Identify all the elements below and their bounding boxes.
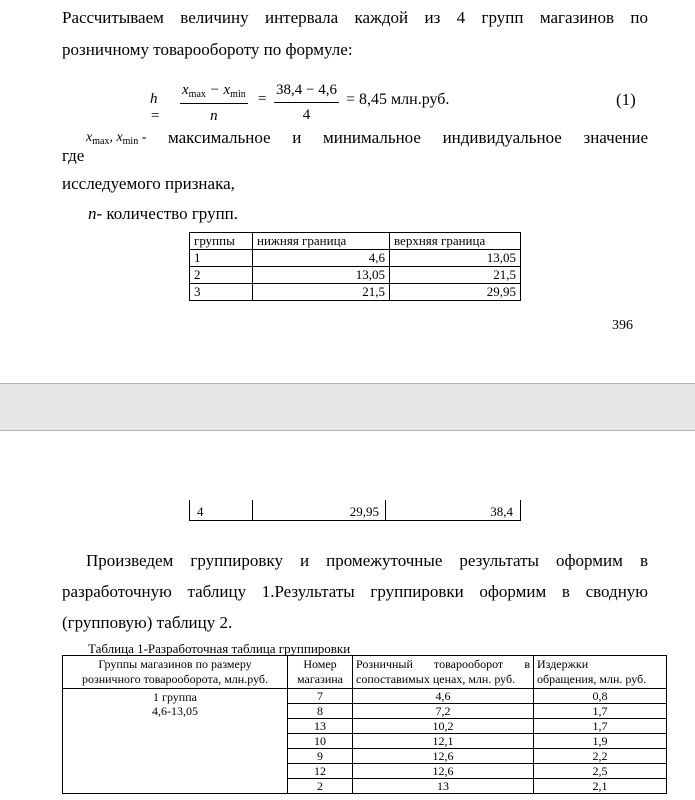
table-cell: 9 <box>288 749 353 764</box>
table-cell: 4,6 <box>253 250 390 267</box>
formula-number: (1) <box>616 90 636 109</box>
table-cell: 12,1 <box>353 734 534 749</box>
page-separator <box>0 384 695 430</box>
table-header-cell: верхняя граница <box>390 233 521 250</box>
formula-fraction-symbolic: $x_{max} - x_{min}$ n <box>182 82 246 124</box>
table-cell: 38,4 <box>490 504 513 519</box>
continued-table-row <box>189 500 521 521</box>
table-cell: 1,9 <box>534 734 667 749</box>
table-cell: 7 <box>288 689 353 704</box>
table-caption: Таблица 1-Разработочная таблица группировки <box>88 641 351 656</box>
table-header-cell: Группы магазинов по размеру розничного товарооборота, млн.руб. <box>63 656 288 689</box>
table-cell: 1,7 <box>534 704 667 719</box>
table-cell: 21,5 <box>253 284 390 301</box>
table-header-cell: группы <box>190 233 253 250</box>
n-definition: n- количество групп. <box>88 204 239 223</box>
table-cell: 13 <box>288 719 353 734</box>
table-cell: 2,1 <box>534 779 667 794</box>
table-cell: 4 <box>197 504 204 519</box>
table-row <box>190 284 521 301</box>
table-header-cell: Издержки обращения, млн. руб. <box>534 656 667 689</box>
table-cell: 3 <box>190 284 253 301</box>
table-cell: 12 <box>288 764 353 779</box>
group-label: 1 группа <box>153 690 197 704</box>
table-header-cell: нижняя граница <box>253 233 390 250</box>
group-range: 4,6-13,05 <box>152 704 198 718</box>
table-cell: 21,5 <box>390 267 521 284</box>
paragraph-line-3: (групповую) таблицу 2. <box>62 613 233 632</box>
table-cell: 29,95 <box>349 504 379 519</box>
intro-line-1: Рассчитываем величину интервала каждой из 4 групп магазинов по <box>62 8 648 27</box>
formula-result: = 8,45 млн.руб. <box>346 91 450 108</box>
table-cell: 13 <box>353 779 534 794</box>
table-row <box>63 689 667 704</box>
table-header-cell: Номер магазина <box>288 656 353 689</box>
where-word: где <box>62 146 85 165</box>
table-cell: 1 <box>190 250 253 267</box>
table-cell: 8 <box>288 704 353 719</box>
table-cell: 13,05 <box>253 267 390 284</box>
table-cell: 13,05 <box>390 250 521 267</box>
formula-equals: = <box>258 91 267 107</box>
table-cell: 2 <box>190 267 253 284</box>
where-definition: максимальное и минимальное индивидуальное значение <box>168 128 648 147</box>
table-cell: 7,2 <box>353 704 534 719</box>
intro-line-2: розничному товарообороту по формуле: <box>62 40 353 59</box>
table-header-row <box>63 656 667 689</box>
table-cell: 12,6 <box>353 764 534 779</box>
table-cell: 12,6 <box>353 749 534 764</box>
group-cell <box>63 689 288 794</box>
table-header-cell: Розничный товарооборот в сопоставимых ценах, млн. руб. <box>353 656 534 689</box>
paragraph-line-2: разработочную таблицу 1.Результаты группировки оформим в сводную <box>62 582 648 601</box>
table-header-row <box>190 233 521 250</box>
paragraph-line-1: Произведем группировку и промежуточные результаты оформим в <box>86 551 648 570</box>
table-row <box>190 250 521 267</box>
grouping-table <box>62 655 667 794</box>
where-variables: $x_{max}$, $x_{min}$ - <box>86 130 147 147</box>
formula-fraction-numeric: $\frac{38,4 - 4,6}{4}$ <box>276 82 337 123</box>
page-separator-bottom <box>0 430 695 431</box>
table-cell: 10 <box>288 734 353 749</box>
table-row <box>190 267 521 284</box>
formula-lhs: h = <box>150 91 161 124</box>
table-cell: 2,5 <box>534 764 667 779</box>
where-line-2: исследуемого признака, <box>62 174 235 193</box>
group-boundaries-table <box>189 232 521 301</box>
table-cell: 4,6 <box>353 689 534 704</box>
table-cell: 10,2 <box>353 719 534 734</box>
table-cell: 1,7 <box>534 719 667 734</box>
table-cell: 2,2 <box>534 749 667 764</box>
table-cell: 2 <box>288 779 353 794</box>
table-cell: 0,8 <box>534 689 667 704</box>
page-number: 396 <box>612 318 633 333</box>
table-cell: 29,95 <box>390 284 521 301</box>
